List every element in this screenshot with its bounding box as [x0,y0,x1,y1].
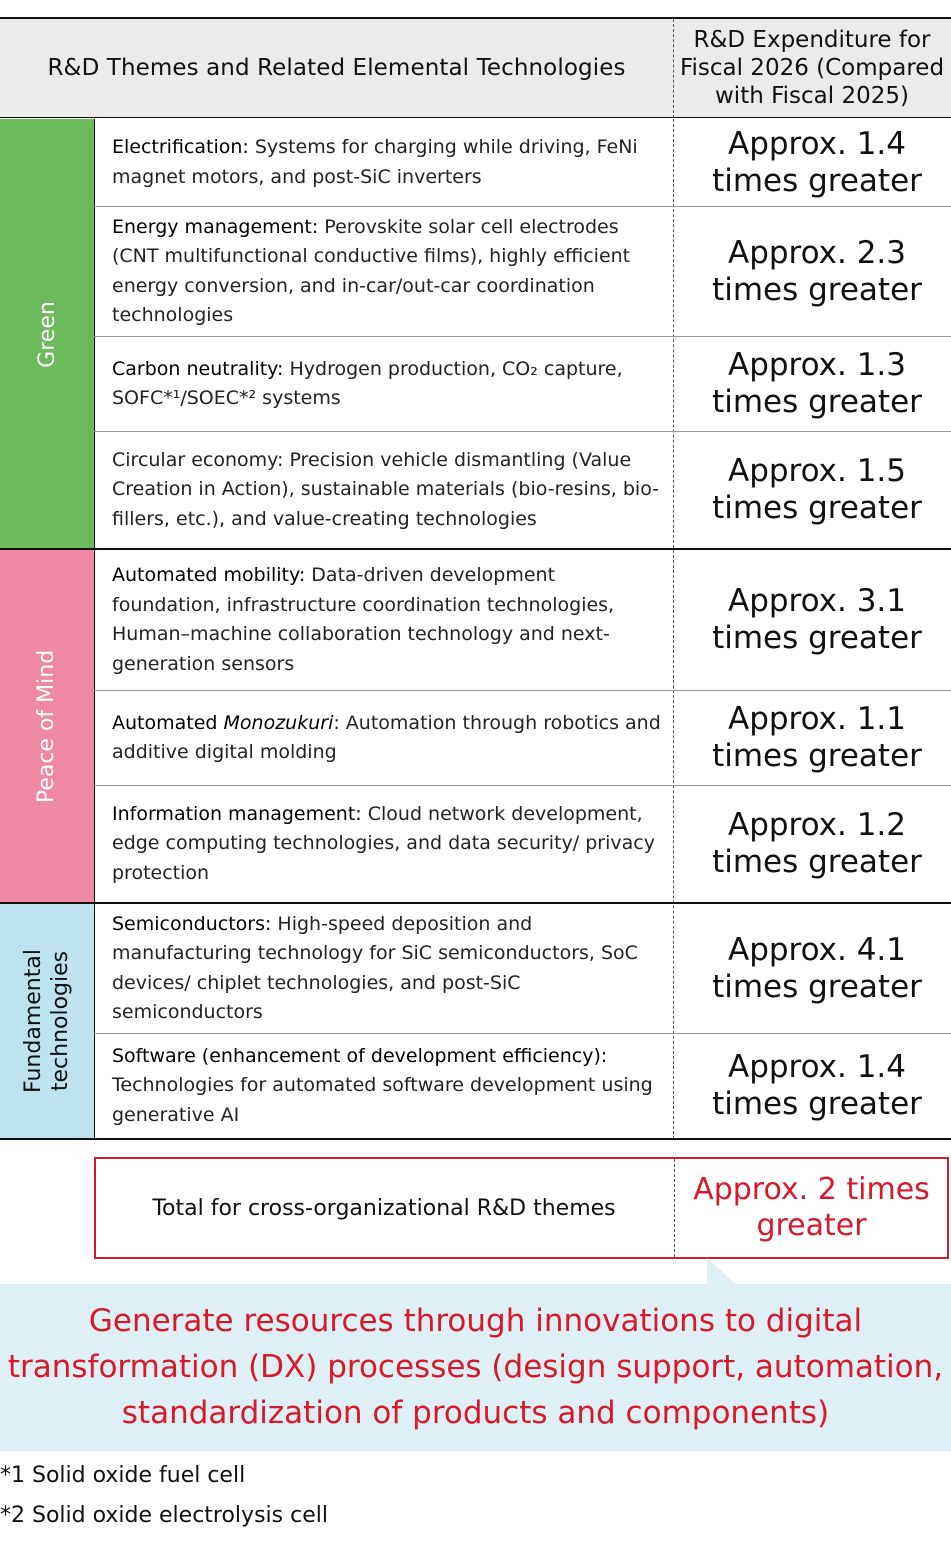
theme-information-management: Information management: Cloud network development, edge computing technologies, and data security/ privacy protection [112,802,655,884]
category-divider [94,119,95,1139]
footnote-2: *2 Solid oxide electrolysis cell [0,1503,328,1528]
theme-energy-management: Energy management: Perovskite solar cell electrodes (CNT multifunctional conductive films), highly efficient energy conversion, and in-car/out-car coordination technologies [112,215,631,326]
category-peace-of-mind [0,549,94,903]
total-value: Approx. 2 times greater [693,1172,930,1243]
total-label: Total for cross-organizational R&D themes [152,1195,616,1221]
expenditure-value: Approx. 1.3 times greater [712,347,922,420]
header-themes: R&D Themes and Related Elemental Technologies [47,54,626,81]
header-expenditure: R&D Expenditure for Fiscal 2026 (Compared with Fiscal 2025) [679,26,945,109]
category-fundamental-technologies [0,903,94,1139]
expenditure-value: Approx. 1.2 times greater [712,807,922,880]
category-green [0,119,94,549]
theme-electrification: Electrification: Systems for charging while driving, FeNi magnet motors, and post-SiC inverters [112,136,638,188]
expenditure-value: Approx. 3.1 times greater [712,583,922,656]
value-divider [673,119,674,1139]
theme-carbon-neutrality: Carbon neutrality: Hydrogen production, CO₂ capture, SOFC*¹/SOEC*² systems [112,357,623,409]
expenditure-value: Approx. 1.5 times greater [712,453,922,526]
expenditure-value: Approx. 4.1 times greater [712,931,922,1005]
callout-text: Generate resources through innovations to digital transformation (DX) processes (design support, automation, standardization of products and components) [7,1303,944,1431]
callout-pointer [707,1258,737,1285]
expenditure-value: Approx. 1.4 times greater [712,125,922,199]
table-bottom-border [0,1138,951,1140]
category-label: Fundamental technologies [21,949,74,1093]
expenditure-value: Approx. 2.3 times greater [712,234,922,308]
theme-semiconductors: Semiconductors: High-speed deposition and manufacturing technology for SiC semiconductors, SoC devices/ chiplet technologies, and post-SiC semiconductors [112,912,638,1023]
expenditure-value: Approx. 1.1 times greater [712,701,922,774]
expenditure-value: Approx. 1.4 times greater [712,1049,922,1122]
theme-automated-mobility: Automated mobility: Data-driven development foundation, infrastructure coordination technologies, Human–machine collaboration technology and next-generation sensors [112,564,615,675]
category-label: Peace of Mind [34,649,60,803]
theme-software: Software (enhancement of development efficiency): Technologies for automated software development using generative AI [112,1044,653,1126]
theme-circular-economy: Circular economy: Precision vehicle dismantling (Value Creation in Action), sustainable materials (bio-resins, bio-fillers, etc.), and value-creating technologies [112,448,660,530]
footnote-1: *1 Solid oxide fuel cell [0,1463,246,1488]
theme-automated-monozukuri: Automated Monozukuri: Automation through robotics and additive digital molding [112,711,661,763]
category-label: Green [34,300,60,368]
